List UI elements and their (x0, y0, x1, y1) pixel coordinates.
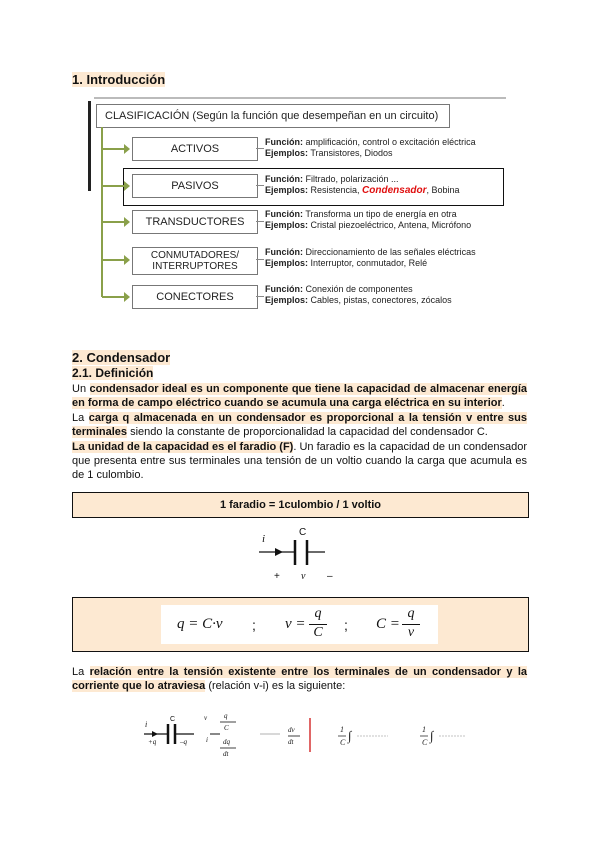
capacitance-formulas-box (72, 597, 529, 652)
farad-definition-box: 1 faradio = 1culombio / 1 voltio (72, 492, 529, 518)
svg-text:∫: ∫ (348, 728, 352, 743)
arrow-head-icon (124, 217, 130, 227)
svg-text:C: C (422, 738, 428, 747)
classification-diagram (88, 97, 508, 312)
diagram-top-rule (94, 97, 506, 99)
desc-pasivos: Función: Filtrado, polarización ... Ejemplos: Resistencia, Condensador, Bobina (265, 174, 460, 196)
svg-text:∫: ∫ (430, 728, 434, 743)
arrow-head-icon (124, 292, 130, 302)
formula-c-label: C = (376, 616, 400, 632)
formula-c-denominator: v (407, 625, 415, 640)
vi-relation-figure (140, 708, 470, 768)
formula-v-label: v = (285, 616, 306, 632)
paragraph-vi-relation: La relación entre la tensión existente entre los terminales de un condensador y la corriente que lo atraviesa (relación v-i) es la siguiente: (72, 666, 527, 692)
vi-current-label: i (145, 720, 148, 729)
arrow-head-icon (124, 144, 130, 154)
category-conmutadores: CONMUTADORES/ INTERRUPTORES (132, 247, 258, 275)
connector-arrow (102, 259, 126, 261)
current-label: i (262, 533, 266, 545)
arrow-head-icon (124, 255, 130, 265)
vi-minus-q: –q (180, 738, 187, 746)
vi-derivation-graphic (140, 708, 470, 768)
category-pasivos: PASIVOS (132, 174, 258, 198)
desc-connector (256, 259, 264, 260)
vi-capacitance-label: C (170, 716, 176, 723)
category-conectores: CONECTORES (132, 285, 258, 309)
formula-separator: ; (344, 617, 348, 633)
vi-v-label: v (204, 714, 208, 722)
minus-terminal-label: – (327, 571, 333, 582)
classification-header: CLASIFICACIÓN (Según la función que desempeñan en un circuito) (96, 104, 450, 128)
vi-c-denominator: C (224, 724, 229, 732)
connector-arrow (102, 296, 126, 298)
paragraph-unit: La unidad de la capacidad es el faradio (F). Un faradio es la capacidad de un condensador que presenta entre sus terminales una tensión de un voltio cuando la carga que acumula es de 1 culombio. (72, 441, 528, 481)
vi-plus-q: +q (148, 738, 157, 746)
arrow-head-icon (124, 181, 130, 191)
diagram-left-bar (88, 101, 91, 191)
vi-q-numerator: q (224, 712, 228, 720)
capacitor-symbol (255, 527, 355, 585)
desc-connector (256, 296, 264, 297)
connector-vertical (101, 127, 103, 297)
svg-text:1: 1 (422, 725, 426, 734)
formula-c-numerator: q (407, 606, 415, 621)
connector-arrow (102, 148, 126, 150)
formula-v-denominator: C (313, 625, 323, 640)
capacitance-label: C (299, 527, 307, 538)
desc-conectores: Función: Conexión de componentes Ejemplos: Cables, pistas, conectores, zócalos (265, 284, 452, 305)
section-title-condensador: 2. Condensador (72, 350, 171, 365)
desc-transductores: Función: Transforma un tipo de energía en otra Ejemplos: Cristal piezoeléctrico, Antena, Micrófono (265, 209, 472, 230)
formula-separator: ; (252, 617, 256, 633)
desc-connector (256, 148, 264, 149)
category-transductores: TRANSDUCTORES (132, 210, 258, 234)
formula-inner (161, 605, 438, 644)
desc-activos: Función: amplificación, control o excitación eléctrica Ejemplos: Transistores, Diodos (265, 137, 476, 158)
paragraph-definition: Un condensador ideal es un componente que tiene la capacidad de almacenar energía en forma de campo eléctrico cuando se acumula una carga eléctrica en su interior. (72, 383, 527, 409)
vi-dt-label: dt (223, 750, 229, 758)
plus-terminal-label: + (274, 571, 280, 582)
category-activos: ACTIVOS (132, 137, 258, 161)
section-title-introduction: 1. Introducción (72, 72, 166, 87)
desc-connector (256, 221, 264, 222)
connector-arrow (102, 185, 126, 187)
formula-q-cv: q = C·v (177, 616, 223, 632)
vi-dq-label: dq (223, 738, 230, 746)
connector-arrow (102, 221, 126, 223)
paragraph-charge: La carga q almacenada en un condensador es proporcional a la tensión v entre sus terminales siendo la constante de proporcionalidad la capacidad del condensador C. (72, 412, 527, 438)
vi-dt-label-2: dt (288, 738, 294, 746)
svg-text:C: C (340, 738, 346, 747)
formula-v-numerator: q (314, 606, 322, 621)
desc-connector (256, 185, 264, 186)
voltage-label: v (301, 571, 306, 582)
subsection-title-definicion: 2.1. Definición (72, 366, 154, 380)
vi-dv-label: dv (288, 726, 295, 734)
desc-conmutadores: Función: Direccionamiento de las señales eléctricas Ejemplos: Interruptor, conmutador, Relé (265, 247, 476, 268)
vi-i-label: i (206, 736, 208, 744)
svg-text:1: 1 (340, 725, 344, 734)
